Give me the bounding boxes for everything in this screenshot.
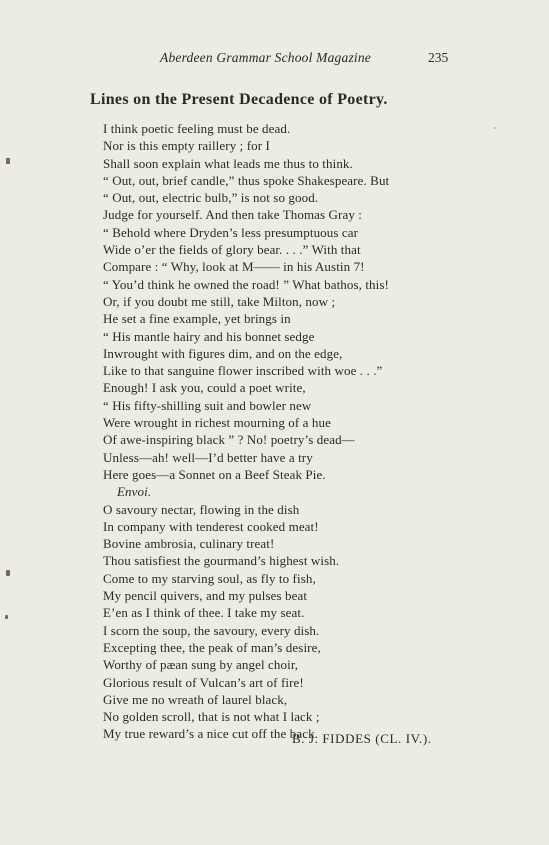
poem-line: Glorious result of Vulcan’s art of fire!	[103, 674, 304, 690]
poem-line: Worthy of pæan sung by angel choir,	[103, 657, 299, 673]
poem-line: Enough! I ask you, could a poet write,	[103, 380, 306, 396]
poem-line: In company with tenderest cooked meat!	[103, 518, 319, 534]
poem-line: Or, if you doubt me still, take Milton, now ;	[103, 293, 336, 309]
poem-title: Lines on the Present Decadence of Poetry.	[90, 91, 388, 108]
poem-line: My pencil quivers, and my pulses beat	[103, 588, 308, 604]
running-head	[0, 50, 549, 70]
poem-line: Wide o’er the fields of glory bear. . . .” With that	[103, 242, 361, 258]
poem-line: Bovine ambrosia, culinary treat!	[103, 536, 275, 552]
poem-line: “ His fifty-shilling suit and bowler new	[103, 397, 312, 413]
page-number: 235	[428, 50, 449, 65]
poem-line: No golden scroll, that is not what I lack ;	[103, 709, 320, 725]
poem-line: Here goes—a Sonnet on a Beef Steak Pie.	[103, 466, 326, 482]
poem-line: Of awe-inspiring black ” ? No! poetry’s dead—	[103, 432, 355, 448]
poem-line: Give me no wreath of laurel black,	[103, 691, 288, 707]
poem-line: E’en as I think of thee. I take my seat.	[103, 605, 305, 621]
poem-line: Shall soon explain what leads me thus to think.	[103, 155, 353, 171]
envoi-heading: Envoi.	[117, 484, 152, 500]
poem-line: Come to my starving soul, as fly to fish,	[103, 570, 316, 586]
running-title: Aberdeen Grammar School Magazine	[160, 50, 371, 65]
poem-body	[103, 120, 389, 743]
binding-mark	[6, 570, 10, 576]
poem-line: Were wrought in richest mourning of a hue	[103, 415, 331, 431]
paper-speck	[494, 127, 496, 129]
poem-line: “ His mantle hairy and his bonnet sedge	[103, 328, 315, 344]
poem-line: “ Out, out, brief candle,” thus spoke Shakespeare. But	[103, 172, 390, 188]
poem-line: Compare : “ Why, look at M—— in his Austin 7!	[103, 259, 365, 275]
binding-mark	[6, 158, 10, 164]
binding-mark	[5, 615, 8, 619]
poem-line: “ Out, out, electric bulb,” is not so good.	[103, 190, 319, 206]
poem-line: “ You’d think he owned the road! ” What bathos, this!	[103, 276, 389, 292]
poem-line: My true reward’s a nice cut off the back.	[103, 726, 319, 742]
poem-line: Nor is this empty raillery ; for I	[103, 138, 270, 154]
poem-line: Inwrought with figures dim, and on the edge,	[103, 345, 343, 361]
author-signature: B. J. FIDDES (CL. IV.).	[292, 731, 432, 746]
poem-line: O savoury nectar, flowing in the dish	[103, 501, 300, 517]
poem-line: Thou satisfiest the gourmand’s highest wish.	[103, 553, 340, 569]
poem-line: “ Behold where Dryden’s less presumptuous car	[103, 224, 359, 240]
poem-line: He set a fine example, yet brings in	[103, 311, 291, 327]
poem-line: Excepting thee, the peak of man’s desire,	[103, 639, 321, 655]
poem-line: Unless—ah! well—I’d better have a try	[103, 449, 313, 465]
poem-line: I think poetic feeling must be dead.	[103, 121, 291, 136]
poem-line: Judge for yourself. And then take Thomas Gray :	[103, 207, 362, 223]
poem-line: I scorn the soup, the savoury, every dish.	[103, 622, 320, 638]
poem-line: Like to that sanguine flower inscribed with woe . . .”	[103, 363, 383, 379]
